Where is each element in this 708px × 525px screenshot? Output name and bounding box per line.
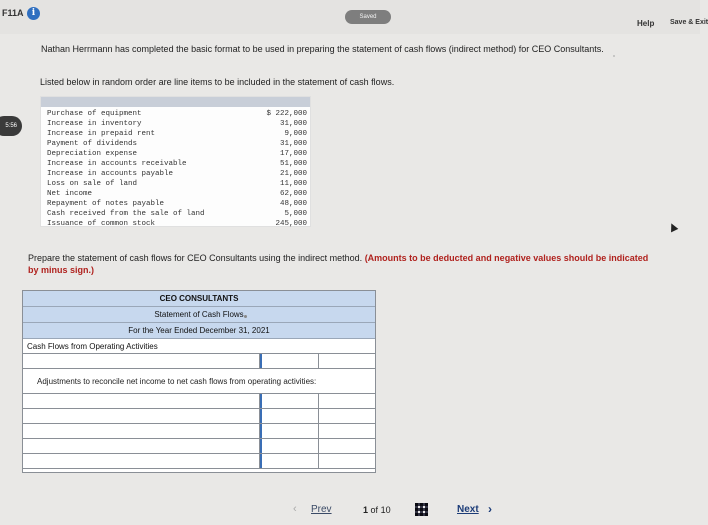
statement-company-name: CEO CONSULTANTS (23, 291, 375, 307)
table-row (23, 424, 375, 439)
item-label: Increase in accounts receivable (47, 160, 187, 168)
assignment-tab-label: F11A (2, 8, 24, 18)
item-value: 62,000 (279, 190, 307, 198)
total-input[interactable] (319, 439, 377, 453)
total-input[interactable] (319, 454, 377, 468)
table-row (23, 409, 375, 424)
top-bar (0, 0, 708, 34)
saved-status-badge: Saved (345, 10, 391, 24)
save-exit-button[interactable]: Save & Exit (670, 19, 708, 26)
decorative-dot (613, 55, 615, 57)
total-pages: 10 (380, 505, 391, 515)
line-item-input[interactable] (23, 439, 260, 453)
line-item-input[interactable] (23, 454, 260, 468)
chevron-right-icon[interactable]: › (488, 502, 492, 516)
item-value: 5,000 (284, 210, 307, 218)
prev-button[interactable]: Prev (311, 504, 332, 515)
table-row (23, 394, 375, 409)
total-input[interactable] (319, 394, 377, 408)
item-value: 9,000 (284, 130, 307, 138)
item-value: 48,000 (279, 200, 307, 208)
line-items-list (47, 109, 307, 229)
next-button[interactable]: Next (457, 504, 479, 515)
line-item-input[interactable] (23, 394, 260, 408)
item-label: Depreciation expense (47, 150, 138, 158)
chevron-left-icon: ‹ (293, 503, 297, 515)
line-item-input[interactable] (23, 424, 260, 438)
item-label: Increase in prepaid rent (47, 130, 156, 138)
line-items-table (40, 96, 311, 227)
item-value: 17,000 (279, 150, 307, 158)
item-value: 245,000 (275, 220, 307, 228)
info-icon[interactable]: i (27, 7, 40, 20)
help-button[interactable]: Help (637, 19, 655, 28)
item-label: Payment of dividends (47, 140, 138, 148)
item-value: 11,000 (279, 180, 307, 188)
table-row (23, 439, 375, 454)
total-input[interactable] (319, 354, 377, 368)
adjustments-label: Adjustments to reconcile net income to net cash flows from operating activities: (23, 369, 375, 394)
problem-intro: Nathan Herrmann has completed the basic format to be used in preparing the statement of cash flows (indirect method) for CEO Consultants. (41, 44, 604, 54)
list-item (47, 169, 307, 179)
table-row (23, 454, 375, 469)
item-label: Increase in inventory (47, 120, 142, 128)
list-item (47, 179, 307, 189)
amount-input[interactable] (260, 424, 319, 438)
amount-input[interactable] (260, 394, 319, 408)
item-value: 21,000 (279, 170, 307, 178)
instructions-text: Prepare the statement of cash flows for CEO Consultants using the indirect method. (28, 253, 363, 263)
list-item (47, 159, 307, 169)
line-item-input[interactable] (23, 409, 260, 423)
listed-items-text: Listed below in random order are line items to be included in the statement of cash flows. (40, 77, 395, 87)
item-value: 31,000 (279, 120, 307, 128)
list-item (47, 139, 307, 149)
line-item-input[interactable] (23, 354, 260, 368)
item-value: $ 222,000 (266, 110, 307, 118)
question-navigation (285, 500, 525, 522)
amount-input[interactable] (260, 454, 319, 468)
instructions (28, 252, 658, 276)
item-label: Loss on sale of land (47, 180, 138, 188)
table-header-stripe (41, 97, 310, 107)
statement-title: Statement of Cash Flows (23, 307, 375, 323)
item-value: 31,000 (279, 140, 307, 148)
mouse-cursor-icon (668, 222, 679, 233)
current-page: 1 (363, 505, 369, 515)
list-item (47, 149, 307, 159)
list-item (47, 109, 307, 119)
total-input[interactable] (319, 424, 377, 438)
item-value: 51,000 (279, 160, 307, 168)
item-label: Issuance of common stock (47, 220, 156, 228)
item-label: Increase in accounts payable (47, 170, 174, 178)
list-item (47, 209, 307, 219)
cash-flow-statement-worksheet (22, 290, 376, 473)
timer-badge: 5:56 (0, 116, 22, 136)
list-item (47, 189, 307, 199)
list-item (47, 199, 307, 209)
statement-period: For the Year Ended December 31, 2021 (23, 323, 375, 339)
total-input[interactable] (319, 409, 377, 423)
item-label: Purchase of equipment (47, 110, 142, 118)
question-grid-icon[interactable] (415, 503, 428, 516)
item-label: Net income (47, 190, 93, 198)
list-item (47, 119, 307, 129)
page-of-label: of (370, 505, 379, 515)
item-label: Repayment of notes payable (47, 200, 165, 208)
amount-input[interactable] (260, 409, 319, 423)
instructions-note: (Amounts to be deducted and negative values should be indicated by minus sign.) (28, 253, 649, 275)
table-row (23, 354, 375, 369)
operating-activities-label: Cash Flows from Operating Activities (23, 339, 375, 354)
amount-input[interactable] (260, 439, 319, 453)
decorative-dot (244, 315, 247, 318)
amount-input[interactable] (260, 354, 319, 368)
list-item (47, 219, 307, 229)
list-item (47, 129, 307, 139)
page-indicator (363, 505, 391, 515)
item-label: Cash received from the sale of land (47, 210, 205, 218)
